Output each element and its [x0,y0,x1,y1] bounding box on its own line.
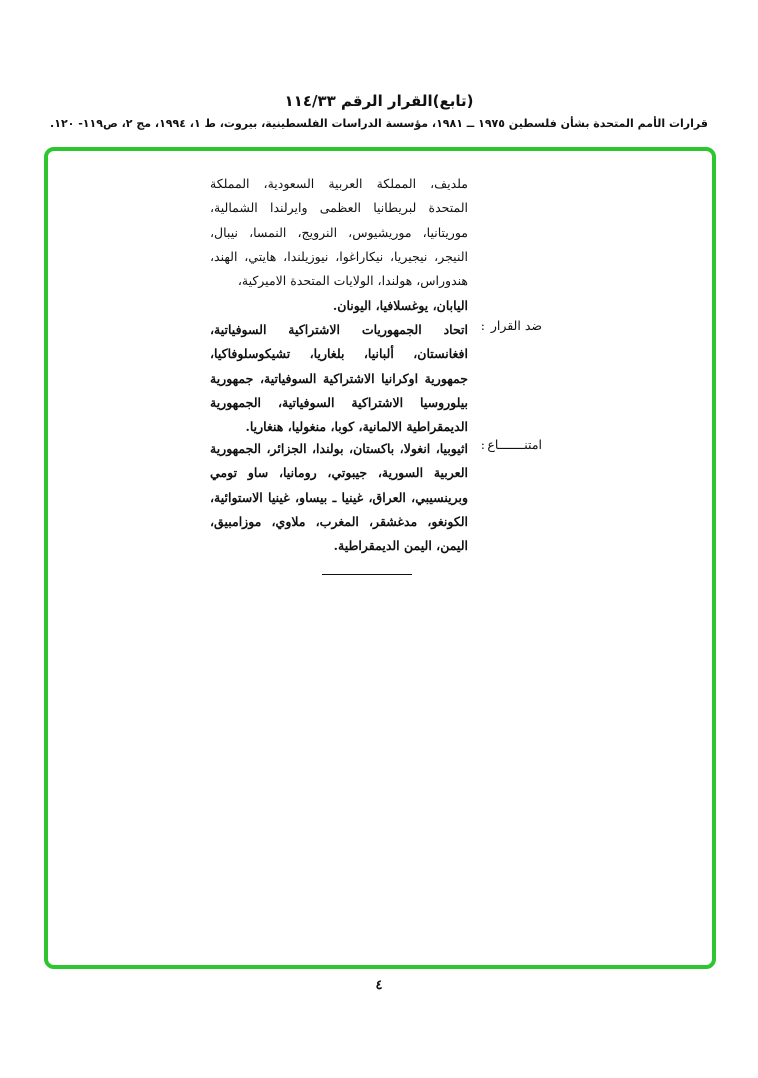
against-label: ضد القرار [490,318,542,333]
abstain-colon: : [480,437,485,452]
separator-rule [322,574,412,575]
abstain-label: امتنـــــــاع [487,437,542,452]
page-number: ٤ [375,978,383,993]
continuation-last-line: اليابان، يوغسلافيا، اليونان. [332,298,468,313]
against-colon: : [480,318,485,333]
against-text: اتحاد الجمهوريات الاشتراكية السوفياتية، افغانستان، ألبانيا، بلغاريا، تشيكوسلوفاكيا، جمهورية اوكرانيا الاشتراكية السوفياتية، جمهورية بيلوروسيا الاشتراكية السوفياتية، الجمهورية الديمقراطية الالمانية، كوبا، منغوليا، هنغاريا. [210,322,468,435]
continuation-text: ملديف، المملكة العربية السعودية، المملكة المتحدة لبريطانيا العظمى وايرلندا الشمالية، موريتانيا، موريشيوس، النرويج، النمسا، نيبال، النيجر، نيجيريا، نيكاراغوا، نيوزيلندا، هايتي، الهند، هندوراس، هولندا، الولايات المتحدة الاميركية، [210,176,468,289]
source-citation: قرارات الأمم المتحدة بشأن فلسطين ١٩٧٥ ــ ١٩٨١، مؤسسة الدراسات الفلسطينية، بيروت، ط ١، ١٩٩٤، مج ٢، ص١١٩- ١٢٠. [50,117,708,130]
abstain-text: اثيوبيا، انغولا، باكستان، بولندا، الجزائر، الجمهورية العربية السورية، جيبوتي، رومانيا، ساو تومي وبرينسيبي، العراق، غينيا ـ بيساو، غينيا الاستوائية، الكونغو، مدغشقر، المغرب، ملاوي، موزامبيق، اليمن، اليمن الديمقراطية. [210,441,468,554]
page-title: (تابع)القرار الرقم ١١٤/٣٣ [284,92,474,110]
